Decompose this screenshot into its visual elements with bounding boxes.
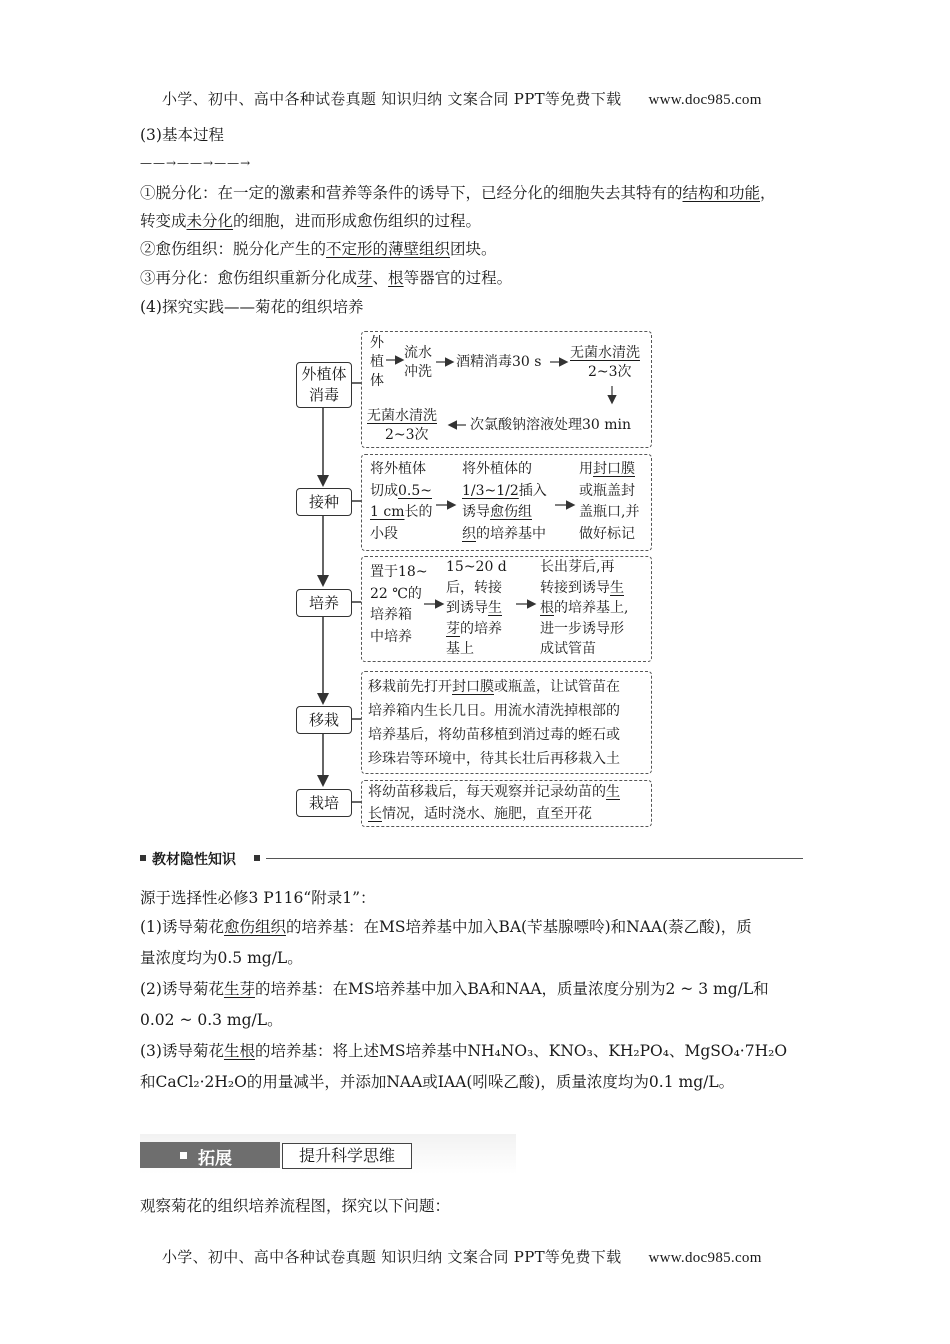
hidden-item3-line2: 和CaCl₂·2H₂O的用量减半，并添加NAA或IAA(吲哚乙酸)，质量浓度均为0.1 mg/L。 xyxy=(140,1073,735,1091)
culture-col2: 15~20 d 后，转接 到诱导生 芽的培养 基上 xyxy=(446,559,507,657)
culture-col3: 长出芽后,再 转接到诱导生 根的培养基上, 进一步诱导形 成试管苗 xyxy=(540,559,629,657)
heading-rule xyxy=(266,858,803,859)
hidden-item1-line2: 量浓度均为0.5 mg/L。 xyxy=(140,949,303,967)
step-disinfect: 外植体 消毒 xyxy=(296,362,352,408)
sterile-wash-1: 无菌水清洗 xyxy=(570,345,640,361)
transplant-text: 移栽前先打开封口膜或瓶盖，让试管苗在 培养箱内生长几日。用流水清洗掉根部的 培养基后，将幼苗移植到消过毒的蛭石或 珍珠岩等环境中，待其长壮后再移栽入土 xyxy=(368,679,620,767)
cultivate-text: 将幼苗移栽后，每天观察并记录幼苗的生 长情况，适时浇水、施肥，直至开花 xyxy=(368,784,620,822)
hidden-item2-line2: 0.02 ~ 0.3 mg/L。 xyxy=(140,1011,283,1029)
hidden-knowledge-title: 教材隐性知识 xyxy=(152,852,236,868)
sterile-wash-2: 无菌水清洗 xyxy=(367,408,437,424)
hidden-item2-line1: (2)诱导菊花生芽的培养基：在MS培养基中加入BA和NAA，质量浓度分别为2 ~ 3 mg/L和 xyxy=(140,980,769,998)
inoc-col1: 将外植体 切成0.5~ 1 cm长的 小段 xyxy=(370,461,433,542)
header-site-link[interactable]: www.doc985.com xyxy=(648,92,762,108)
sterile-wash-2-times: 2~3次 xyxy=(385,427,429,443)
footer-site-link[interactable]: www.doc985.com xyxy=(648,1250,762,1266)
extend-intro: 观察菊花的组织培养流程图，探究以下问题： xyxy=(140,1197,451,1215)
explant-char-3: 体 xyxy=(370,373,384,389)
hidden-knowledge-heading xyxy=(140,849,805,869)
section3-arrow-line: ——→——→——→ xyxy=(140,156,252,170)
hidden-source: 源于选择性必修3 P116“附录1”： xyxy=(140,889,376,907)
section3-para3: ③再分化：愈伤组织重新分化成芽、根等器官的过程。 xyxy=(140,269,513,287)
section3-para1-line1: ①脱分化：在一定的激素和营养等条件的诱导下，已经分化的细胞失去其特有的结构和功能， xyxy=(140,184,776,202)
step-cultivate: 栽培 xyxy=(296,789,352,817)
page-footer: 小学、初中、高中各种试卷真题 知识归纳 文案合同 PPT等免费下载 www.doc985.com xyxy=(162,1248,762,1266)
hidden-item3-line1: (3)诱导菊花生根的培养基：将上述MS培养基中NH₄NO₃、KNO₃、KH₂PO₄、MgSO₄·7H₂O xyxy=(140,1042,788,1060)
alcohol-step: 酒精消毒30 s xyxy=(456,354,542,370)
step-transplant: 移栽 xyxy=(296,706,352,734)
explant-char-2: 植 xyxy=(370,354,384,370)
inoc-col2: 将外植体的 1/3~1/2插入 诱导愈伤组 织的培养基中 xyxy=(462,461,547,542)
hypochlorite-step: 次氯酸钠溶液处理30 min xyxy=(470,417,632,433)
extend-banner xyxy=(140,1134,516,1174)
sterile-wash-1-times: 2~3次 xyxy=(588,364,632,380)
hidden-item1-line1: (1)诱导菊花愈伤组织的培养基：在MS培养基中加入BA(苄基腺嘌呤)和NAA(萘乙酸)，质 xyxy=(140,918,752,936)
inoc-col3: 用封口膜 或瓶盖封 盖瓶口,并 做好标记 xyxy=(579,461,640,542)
page-header: 小学、初中、高中各种试卷真题 知识归纳 文案合同 PPT等免费下载 www.doc985.com xyxy=(162,90,762,108)
culture-col1: 置于18~ 22 ℃的 培养箱 中培养 xyxy=(370,564,428,645)
extend-bullet xyxy=(180,1152,187,1159)
rinse-label-2: 冲洗 xyxy=(404,364,432,380)
explant-char-1: 外 xyxy=(370,335,384,351)
section3-para2: ②愈伤组织：脱分化产生的不定形的薄壁组织团块。 xyxy=(140,240,497,258)
step-inoculation: 接种 xyxy=(296,488,352,516)
section3-title: (3)基本过程 xyxy=(140,126,224,144)
rinse-label-1: 流水 xyxy=(404,345,432,361)
extend-label: 提升科学思维 xyxy=(282,1143,412,1169)
bullet-square-right xyxy=(254,855,260,861)
section3-para1-line2: 转变成未分化的细胞，进而形成愈伤组织的过程。 xyxy=(140,212,482,230)
step-culture: 培养 xyxy=(296,589,352,617)
section4-title: (4)探究实践——菊花的组织培养 xyxy=(140,298,364,316)
bullet-square-left xyxy=(140,855,146,861)
extend-tag: 拓展 xyxy=(140,1142,280,1168)
